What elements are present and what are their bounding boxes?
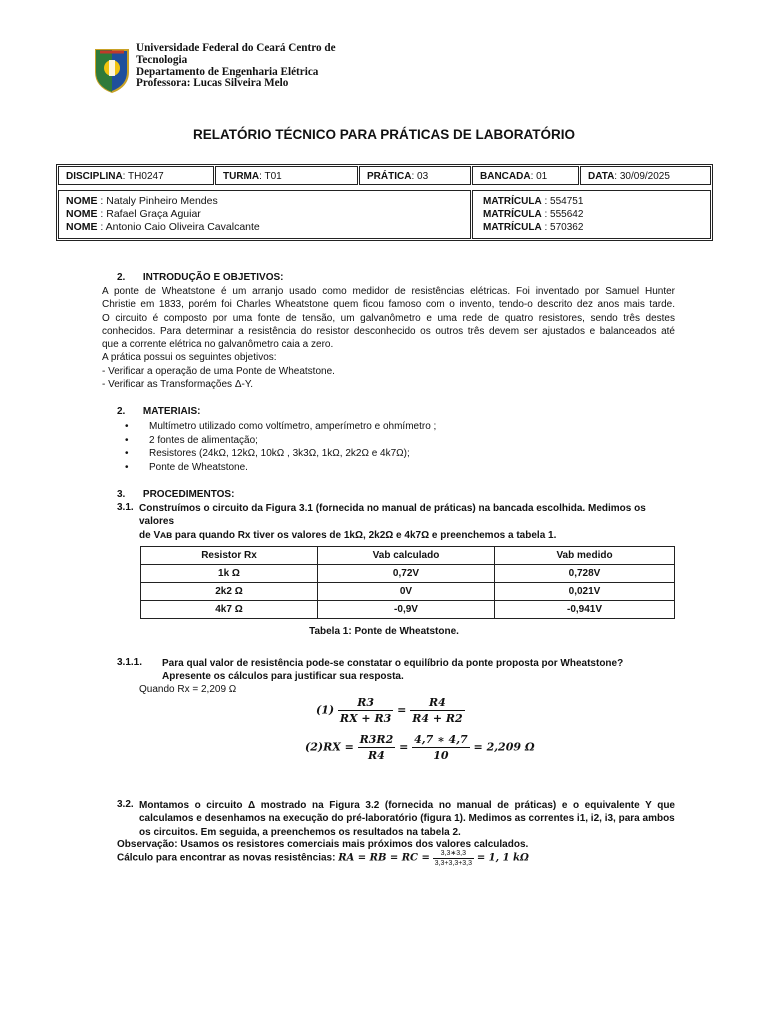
numerator: 4,7 ∗ 4,7 bbox=[414, 733, 468, 746]
table-header: Vab calculado bbox=[318, 547, 495, 565]
table-cell: 0V bbox=[318, 583, 495, 601]
bancada-label: BANCADA bbox=[480, 171, 531, 182]
numerator: R4 bbox=[410, 696, 464, 711]
nome-value: : Rafael Graça Aguiar bbox=[97, 208, 201, 221]
observation-text: Observação: Usamos os resistores comerciais mais próximos dos valores calculados. bbox=[117, 839, 529, 850]
step2-line: os circuitos. Em seguida, a preenchemos os resultados na tabela 2. bbox=[139, 826, 461, 838]
nome-label: NOME bbox=[66, 195, 98, 207]
material-item: • Multímetro utilizado como voltímetro, amperímetro e ohmímetro ; bbox=[125, 420, 685, 434]
section-number: 2. bbox=[117, 272, 126, 283]
equation-2 bbox=[305, 733, 535, 762]
disciplina-value: : TH0247 bbox=[122, 171, 164, 182]
pratica-label: PRÁTICA bbox=[367, 171, 412, 182]
section-number: 2. bbox=[117, 406, 126, 417]
question-text bbox=[162, 657, 662, 684]
turma-value: : T01 bbox=[259, 171, 282, 182]
equation-1 bbox=[316, 696, 465, 725]
matricula-label: MATRÍCULA bbox=[483, 222, 542, 234]
objectives-intro: A prática possui os seguintes objetivos: bbox=[102, 352, 277, 364]
equation-label: (2)RX = bbox=[305, 740, 354, 754]
equation-result: = 2,209 Ω bbox=[473, 740, 535, 754]
materials-heading bbox=[117, 406, 201, 417]
matriculas-cell bbox=[472, 190, 711, 239]
denominator: R4 bbox=[368, 749, 385, 762]
table-header: Resistor Rx bbox=[141, 547, 318, 565]
question-line: Apresente os cálculos para justificar sua resposta. bbox=[162, 671, 404, 683]
denominator: RX + R3 bbox=[339, 712, 392, 725]
fraction bbox=[338, 696, 393, 725]
nome-label: NOME bbox=[66, 221, 98, 234]
table-header-row bbox=[141, 547, 675, 565]
disciplina-label: DISCIPLINA bbox=[66, 171, 123, 182]
matricula-value: : 555642 bbox=[541, 209, 584, 221]
disciplina-cell bbox=[58, 166, 214, 185]
table-cell: 0,728V bbox=[495, 565, 675, 583]
section-title: INTRODUÇÃO E OBJETIVOS: bbox=[142, 272, 284, 283]
table-caption: Tabela 1: Ponte de Wheatstone. bbox=[309, 626, 459, 637]
student-matricula bbox=[483, 221, 700, 234]
fraction bbox=[358, 733, 396, 762]
question-number: 3.1.1. bbox=[117, 657, 143, 668]
denominator: 3,3+3,3+3,3 bbox=[434, 860, 473, 867]
matricula-value: : 554751 bbox=[541, 196, 584, 207]
question-line: Para qual valor de resistência pode-se constatar o equilíbrio da ponte proposta por Wheatstone? bbox=[162, 658, 624, 669]
numerator: R3 bbox=[338, 696, 393, 711]
intro-line: que a corrente elétrica no galvanômetro caia a zero. bbox=[102, 339, 334, 351]
data-label: DATA bbox=[588, 171, 615, 182]
matricula-label: MATRÍCULA bbox=[483, 209, 542, 221]
turma-cell bbox=[215, 166, 358, 185]
pratica-cell bbox=[359, 166, 471, 185]
resistance-calculation bbox=[117, 849, 529, 867]
student-name bbox=[66, 208, 463, 221]
step1-line: de Vᴀʙ para quando Rx tiver os valores de 1kΩ, 2k2Ω e 4k7Ω e preenchemos a tabela 1. bbox=[139, 529, 557, 541]
equals-sign: = bbox=[397, 703, 407, 717]
table-cell: 0,72V bbox=[318, 565, 495, 583]
section-title: MATERIAIS: bbox=[142, 406, 201, 417]
fraction bbox=[412, 733, 470, 762]
intro-line: Christie em 1833, porém foi Charles Wheatstone quem ficou famoso com o invento, tendo-o descrito dez anos mais tarde. bbox=[102, 299, 675, 311]
student-matricula bbox=[483, 195, 700, 208]
table-cell: 2k2 Ω bbox=[141, 583, 318, 601]
page-title: RELATÓRIO TÉCNICO PARA PRÁTICAS DE LABORATÓRIO bbox=[193, 127, 575, 142]
university-crest-icon bbox=[92, 46, 132, 94]
material-item: • Resistores (24kΩ, 12kΩ, 10kΩ , 3k3Ω, 1kΩ, 2k2Ω e 4k7Ω); bbox=[125, 447, 685, 461]
intro-heading bbox=[117, 272, 283, 283]
denominator: 10 bbox=[433, 749, 449, 762]
step2-line: calculamos e desenhamos na execução do pré-laboratório (figura 1). Medimos as correntes i1, i2, i3, para ambos bbox=[139, 813, 675, 825]
data-value: : 30/09/2025 bbox=[614, 171, 670, 182]
institution-line: Departamento de Engenharia Elétrica bbox=[136, 65, 319, 78]
numerator: R3R2 bbox=[359, 733, 394, 746]
wheatstone-table bbox=[140, 546, 675, 619]
student-name bbox=[66, 221, 463, 234]
answer-text: Quando Rx = 2,209 Ω bbox=[139, 684, 237, 695]
table-row bbox=[141, 601, 675, 619]
step1-text bbox=[139, 502, 679, 542]
institution-line: Professora: Lucas Silveira Melo bbox=[136, 77, 289, 90]
step1-line: Construímos o circuito da Figura 3.1 (fornecida no manual de práticas) na bancada escolhida. Medimos os valores bbox=[139, 503, 646, 528]
step2-line: Montamos o circuito Δ mostrado na Figura 3.2 (fornecida no manual de práticas) e o equivalente Y que bbox=[139, 800, 675, 811]
table-row bbox=[141, 583, 675, 601]
equation-label: (1) bbox=[316, 703, 335, 717]
institution-block bbox=[136, 43, 366, 90]
table-cell: -0,9V bbox=[318, 601, 495, 619]
bancada-cell bbox=[472, 166, 579, 185]
data-cell bbox=[580, 166, 711, 185]
bancada-value: : 01 bbox=[530, 171, 548, 182]
intro-line: conhecidos. Para determinar a resistência do resistor desconhecido os outros três devem ser ajustados e balanceados até bbox=[102, 325, 675, 337]
nome-value: : Nataly Pinheiro Mendes bbox=[97, 195, 218, 207]
pratica-value: : 03 bbox=[411, 171, 429, 182]
institution-line: Universidade Federal do Ceará Centro de bbox=[136, 42, 336, 54]
step2-text bbox=[139, 799, 675, 839]
procedures-heading bbox=[117, 489, 234, 500]
nome-value: : Antonio Caio Oliveira Cavalcante bbox=[97, 221, 260, 234]
materials-list bbox=[125, 420, 685, 474]
section-number: 3. bbox=[117, 489, 126, 500]
table-cell: 4k7 Ω bbox=[141, 601, 318, 619]
nome-label: NOME bbox=[66, 208, 98, 221]
matricula-value: : 570362 bbox=[541, 222, 584, 234]
objective-item: - Verificar a operação de uma Ponte de Wheatstone. bbox=[102, 365, 335, 377]
calc-lhs: RA = RB = RC = bbox=[338, 852, 430, 864]
denominator: R4 + R2 bbox=[412, 712, 463, 725]
material-item: • 2 fontes de alimentação; bbox=[125, 434, 685, 448]
numerator: 3,3∗3,3 bbox=[433, 849, 474, 859]
table-row bbox=[141, 565, 675, 583]
intro-paragraph bbox=[102, 285, 675, 391]
objective-item: - Verificar as Transformações Δ-Y. bbox=[102, 379, 253, 391]
table-header: Vab medido bbox=[495, 547, 675, 565]
info-table bbox=[56, 164, 713, 241]
intro-line: A ponte de Wheatstone é um arranjo usado como medidor de resistências elétricas. Foi inventado por Samuel Hunter bbox=[102, 286, 675, 297]
equals-sign: = bbox=[399, 740, 409, 754]
names-cell bbox=[58, 190, 471, 239]
intro-line: O circuito é composto por uma fonte de tensão, um galvanômetro e uma rede de quatro resistores, sendo três destes bbox=[102, 312, 675, 324]
step-number: 3.2. bbox=[117, 799, 134, 810]
step-number: 3.1. bbox=[117, 502, 134, 513]
fraction bbox=[433, 849, 474, 867]
calc-label: Cálculo para encontrar as novas resistências: bbox=[117, 852, 336, 864]
matricula-label: MATRÍCULA bbox=[483, 196, 542, 207]
fraction bbox=[410, 696, 464, 725]
table-cell: -0,941V bbox=[495, 601, 675, 619]
calc-result: = 1, 1 kΩ bbox=[476, 852, 529, 864]
student-name bbox=[66, 195, 463, 208]
institution-line: Tecnologia bbox=[136, 53, 188, 66]
student-matricula bbox=[483, 208, 700, 221]
section-title: PROCEDIMENTOS: bbox=[142, 489, 235, 500]
material-item: • Ponte de Wheatstone. bbox=[125, 461, 685, 475]
turma-label: TURMA bbox=[223, 171, 260, 182]
table-cell: 0,021V bbox=[495, 583, 675, 601]
table-cell: 1k Ω bbox=[141, 565, 318, 583]
